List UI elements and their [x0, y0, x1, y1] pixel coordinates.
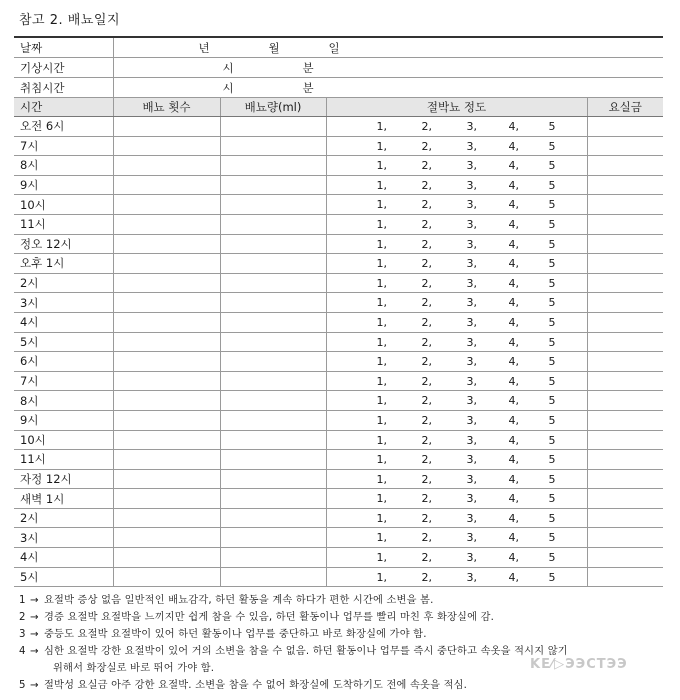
time-cell: 8시 — [14, 391, 113, 411]
urgency-option[interactable]: 3, — [466, 178, 477, 192]
table-row — [14, 136, 663, 156]
col-time-header: 시간 — [14, 98, 113, 117]
urgency-option[interactable]: 5 — [548, 453, 556, 467]
urgency-option[interactable]: 3, — [466, 237, 477, 251]
urgency-option[interactable]: 5 — [548, 374, 556, 388]
urgency-option[interactable]: 5 — [548, 531, 556, 545]
incontinence-cell[interactable] — [587, 254, 663, 274]
sleep-time-field[interactable] — [113, 78, 663, 98]
urgency-scale-cell[interactable] — [326, 214, 587, 234]
urgency-option[interactable]: 4, — [508, 374, 519, 388]
table-row — [14, 528, 663, 548]
urgency-option[interactable]: 2, — [421, 178, 432, 192]
incontinence-cell[interactable] — [587, 332, 663, 352]
time-cell: 8시 — [14, 156, 113, 176]
void-volume-cell[interactable] — [220, 312, 326, 332]
date-label: 날짜 — [14, 37, 113, 58]
urgency-option[interactable]: 3, — [466, 198, 477, 212]
urgency-option[interactable]: 3, — [466, 355, 477, 369]
table-row — [14, 293, 663, 313]
urgency-option[interactable]: 4, — [508, 335, 519, 349]
urgency-option[interactable]: 2, — [421, 335, 432, 349]
time-cell: 6시 — [14, 352, 113, 372]
void-volume-cell[interactable] — [220, 214, 326, 234]
void-volume-cell[interactable] — [220, 489, 326, 509]
day-unit: 일 — [328, 41, 340, 55]
time-cell: 새벽 1시 — [14, 489, 113, 509]
void-volume-cell[interactable] — [220, 410, 326, 430]
table-row — [14, 332, 663, 352]
urgency-option[interactable]: 5 — [548, 413, 556, 427]
void-volume-cell[interactable] — [220, 332, 326, 352]
urgency-option[interactable]: 3, — [466, 217, 477, 231]
column-header-row — [14, 98, 663, 117]
urgency-option[interactable]: 3, — [466, 511, 477, 525]
urgency-option[interactable]: 3, — [466, 257, 477, 271]
urgency-option[interactable]: 5 — [548, 296, 556, 310]
date-row — [14, 37, 663, 58]
urgency-option[interactable]: 2, — [421, 570, 432, 584]
urgency-option[interactable]: 3, — [466, 551, 477, 565]
void-count-cell[interactable] — [113, 567, 220, 587]
urgency-scale-cell[interactable] — [326, 195, 587, 215]
incontinence-cell[interactable] — [587, 352, 663, 372]
urgency-option[interactable]: 4, — [508, 178, 519, 192]
urgency-option[interactable]: 5 — [548, 217, 556, 231]
urgency-option[interactable]: 2, — [421, 315, 432, 329]
sleep-time-label: 취침시간 — [14, 78, 113, 98]
time-cell: 2시 — [14, 273, 113, 293]
void-volume-cell[interactable] — [220, 528, 326, 548]
urgency-option[interactable]: 2, — [421, 355, 432, 369]
urgency-option[interactable]: 1, — [376, 139, 387, 153]
year-unit: 년 — [198, 41, 210, 55]
urgency-option[interactable]: 5 — [548, 198, 556, 212]
void-count-cell[interactable] — [113, 528, 220, 548]
table-row — [14, 450, 663, 470]
legend-item-3: 3 → 중등도 요절박 요절박이 있어 하던 활동이나 업무를 중단하고 바로 화장실에 가야 함. — [19, 629, 427, 640]
wake-time-label: 기상시간 — [14, 58, 113, 78]
urgency-option[interactable]: 1, — [376, 511, 387, 525]
urgency-option[interactable]: 1, — [376, 257, 387, 271]
urgency-option[interactable]: 1, — [376, 570, 387, 584]
void-count-cell[interactable] — [113, 214, 220, 234]
urgency-option[interactable]: 5 — [548, 551, 556, 565]
void-volume-cell[interactable] — [220, 567, 326, 587]
urgency-option[interactable]: 1, — [376, 178, 387, 192]
table-row — [14, 489, 663, 509]
urgency-option[interactable]: 1, — [376, 217, 387, 231]
incontinence-cell[interactable] — [587, 450, 663, 470]
void-count-cell[interactable] — [113, 469, 220, 489]
urgency-option[interactable]: 2, — [421, 159, 432, 173]
time-cell: 9시 — [14, 175, 113, 195]
urgency-option[interactable]: 4, — [508, 394, 519, 408]
urgency-option[interactable]: 1, — [376, 335, 387, 349]
urgency-option[interactable]: 4, — [508, 472, 519, 486]
incontinence-cell[interactable] — [587, 195, 663, 215]
urgency-option[interactable]: 1, — [376, 159, 387, 173]
urgency-option[interactable]: 5 — [548, 257, 556, 271]
urgency-scale-cell[interactable] — [326, 117, 587, 137]
time-cell: 7시 — [14, 371, 113, 391]
legend-item-5: 5 → 절박성 요실금 아주 강한 요절박. 소변을 참을 수 없어 화장실에 도착하기도 전에 속옷을 적심. — [19, 680, 468, 691]
urgency-option[interactable]: 5 — [548, 120, 556, 133]
urgency-option[interactable]: 2, — [421, 120, 432, 133]
void-volume-cell[interactable] — [220, 430, 326, 450]
urgency-option[interactable]: 4, — [508, 453, 519, 467]
sleep-time-row — [14, 78, 663, 98]
incontinence-cell[interactable] — [587, 234, 663, 254]
legend-item-2: 2 → 경증 요절박 요절박을 느끼지만 쉽게 참을 수 있음, 하던 활동이나 업무를 빨리 마친 후 화장실에 감. — [19, 612, 495, 623]
incontinence-cell[interactable] — [587, 391, 663, 411]
urgency-option[interactable]: 3, — [466, 374, 477, 388]
void-volume-cell[interactable] — [220, 175, 326, 195]
urgency-option[interactable]: 1, — [376, 492, 387, 506]
table-row — [14, 410, 663, 430]
urgency-scale-cell[interactable] — [326, 489, 587, 509]
urgency-scale-cell[interactable] — [326, 312, 587, 332]
void-count-cell[interactable] — [113, 352, 220, 372]
urgency-option[interactable]: 1, — [376, 120, 387, 133]
urgency-option[interactable]: 1, — [376, 315, 387, 329]
incontinence-cell[interactable] — [587, 489, 663, 509]
urgency-option[interactable]: 3, — [466, 120, 477, 133]
wake-hour-unit: 시 — [222, 61, 234, 75]
urgency-scale-cell[interactable] — [326, 450, 587, 470]
urgency-scale-cell[interactable] — [326, 469, 587, 489]
urgency-option[interactable]: 2, — [421, 531, 432, 545]
void-count-cell[interactable] — [113, 234, 220, 254]
urgency-option[interactable]: 1, — [376, 453, 387, 467]
void-count-cell[interactable] — [113, 371, 220, 391]
incontinence-cell[interactable] — [587, 548, 663, 568]
void-count-cell[interactable] — [113, 195, 220, 215]
void-count-cell[interactable] — [113, 430, 220, 450]
urgency-option[interactable]: 5 — [548, 159, 556, 173]
urgency-scale-cell[interactable] — [326, 332, 587, 352]
time-cell: 2시 — [14, 508, 113, 528]
void-count-cell[interactable] — [113, 312, 220, 332]
incontinence-cell[interactable] — [587, 528, 663, 548]
urgency-option[interactable]: 4, — [508, 492, 519, 506]
void-count-cell[interactable] — [113, 254, 220, 274]
watermark-logo: KE⁄▷ЭЭСТЭЭ — [530, 657, 628, 672]
table-row — [14, 567, 663, 587]
wake-time-field[interactable] — [113, 58, 663, 78]
table-row — [14, 273, 663, 293]
time-cell: 5시 — [14, 332, 113, 352]
void-volume-cell[interactable] — [220, 293, 326, 313]
date-field[interactable] — [113, 37, 663, 58]
urgency-option[interactable]: 3, — [466, 276, 477, 290]
legend-item-1: 1 → 요절박 증상 없음 일반적인 배뇨감각, 하던 활동을 계속 하다가 편한 시간에 소변을 봄. — [19, 595, 434, 606]
urgency-option[interactable]: 4, — [508, 257, 519, 271]
void-volume-cell[interactable] — [220, 508, 326, 528]
urgency-scale-cell[interactable] — [326, 508, 587, 528]
void-count-cell[interactable] — [113, 410, 220, 430]
void-volume-cell[interactable] — [220, 450, 326, 470]
table-row — [14, 371, 663, 391]
urgency-option[interactable]: 1, — [376, 413, 387, 427]
table-row — [14, 469, 663, 489]
table-row — [14, 391, 663, 411]
voiding-diary-table — [14, 36, 663, 587]
urgency-option[interactable]: 4, — [508, 433, 519, 447]
urgency-option[interactable]: 4, — [508, 139, 519, 153]
urgency-scale-cell[interactable] — [326, 548, 587, 568]
urgency-option[interactable]: 2, — [421, 198, 432, 212]
urgency-option[interactable]: 3, — [466, 296, 477, 310]
table-row — [14, 254, 663, 274]
urgency-option[interactable]: 3, — [466, 433, 477, 447]
incontinence-cell[interactable] — [587, 136, 663, 156]
void-count-cell[interactable] — [113, 293, 220, 313]
void-volume-cell[interactable] — [220, 254, 326, 274]
urgency-option[interactable]: 3, — [466, 413, 477, 427]
urgency-option[interactable]: 1, — [376, 394, 387, 408]
col-incontinence-header: 요실금 — [587, 98, 663, 117]
void-count-cell[interactable] — [113, 450, 220, 470]
void-volume-cell[interactable] — [220, 195, 326, 215]
col-urgency-header: 절박뇨 정도 — [326, 98, 587, 117]
table-row — [14, 430, 663, 450]
urgency-option[interactable]: 5 — [548, 355, 556, 369]
time-cell: 10시 — [14, 195, 113, 215]
urgency-option[interactable]: 4, — [508, 217, 519, 231]
urgency-option[interactable]: 5 — [548, 472, 556, 486]
col-count-header: 배뇨 횟수 — [113, 98, 220, 117]
urgency-option[interactable]: 3, — [466, 394, 477, 408]
urgency-option[interactable]: 1, — [376, 237, 387, 251]
urgency-option[interactable]: 5 — [548, 433, 556, 447]
urgency-option[interactable]: 3, — [466, 139, 477, 153]
table-row — [14, 312, 663, 332]
legend-item-4: 4 → 심한 요절박 강한 요절박이 있어 거의 소변을 참을 수 없음. 하던 활동이나 업무를 즉시 중단하고 속옷을 적시지 않기 — [19, 646, 568, 657]
time-cell: 11시 — [14, 450, 113, 470]
urgency-option[interactable]: 1, — [376, 551, 387, 565]
void-volume-cell[interactable] — [220, 352, 326, 372]
urgency-option[interactable]: 3, — [466, 492, 477, 506]
table-row — [14, 508, 663, 528]
urgency-option[interactable]: 5 — [548, 492, 556, 506]
time-cell: 3시 — [14, 528, 113, 548]
urgency-option[interactable]: 3, — [466, 472, 477, 486]
incontinence-cell[interactable] — [587, 214, 663, 234]
time-cell: 4시 — [14, 312, 113, 332]
urgency-option[interactable]: 4, — [508, 159, 519, 173]
legend-item-4-continued: 위해서 화장실로 바로 뛰어 가야 함. — [53, 663, 215, 674]
urgency-scale-cell[interactable] — [326, 567, 587, 587]
urgency-scale-cell[interactable] — [326, 352, 587, 372]
urgency-option[interactable]: 4, — [508, 276, 519, 290]
incontinence-cell[interactable] — [587, 508, 663, 528]
urgency-option[interactable]: 1, — [376, 296, 387, 310]
void-volume-cell[interactable] — [220, 234, 326, 254]
urgency-scale-cell[interactable] — [326, 293, 587, 313]
urgency-option[interactable]: 4, — [508, 511, 519, 525]
urgency-option[interactable]: 5 — [548, 276, 556, 290]
time-cell: 정오 12시 — [14, 234, 113, 254]
void-volume-cell[interactable] — [220, 548, 326, 568]
urgency-option[interactable]: 2, — [421, 492, 432, 506]
urgency-scale-cell[interactable] — [326, 234, 587, 254]
void-count-cell[interactable] — [113, 117, 220, 137]
void-volume-cell[interactable] — [220, 469, 326, 489]
urgency-option[interactable]: 5 — [548, 511, 556, 525]
sleep-minute-unit: 분 — [302, 81, 314, 95]
table-row — [14, 117, 663, 137]
void-count-cell[interactable] — [113, 548, 220, 568]
urgency-option[interactable]: 1, — [376, 198, 387, 212]
incontinence-cell[interactable] — [587, 117, 663, 137]
urgency-scale-cell[interactable] — [326, 156, 587, 176]
urgency-option[interactable]: 4, — [508, 413, 519, 427]
month-unit: 월 — [268, 41, 280, 55]
urgency-option[interactable]: 5 — [548, 178, 556, 192]
void-count-cell[interactable] — [113, 489, 220, 509]
urgency-scale-cell[interactable] — [326, 430, 587, 450]
urgency-option[interactable]: 4, — [508, 198, 519, 212]
urgency-option[interactable]: 5 — [548, 237, 556, 251]
incontinence-cell[interactable] — [587, 156, 663, 176]
urgency-option[interactable]: 2, — [421, 511, 432, 525]
wake-time-row — [14, 58, 663, 78]
urgency-option[interactable]: 5 — [548, 394, 556, 408]
sleep-hour-unit: 시 — [222, 81, 234, 95]
table-row — [14, 352, 663, 372]
urgency-option[interactable]: 4, — [508, 355, 519, 369]
incontinence-cell[interactable] — [587, 430, 663, 450]
urgency-option[interactable]: 1, — [376, 433, 387, 447]
void-volume-cell[interactable] — [220, 391, 326, 411]
urgency-scale-cell[interactable] — [326, 391, 587, 411]
incontinence-cell[interactable] — [587, 312, 663, 332]
urgency-option[interactable]: 2, — [421, 139, 432, 153]
table-row — [14, 156, 663, 176]
void-count-cell[interactable] — [113, 273, 220, 293]
void-count-cell[interactable] — [113, 175, 220, 195]
page-title: 참고 2. 배뇨일지 — [19, 13, 121, 28]
table-row — [14, 548, 663, 568]
urgency-option[interactable]: 5 — [548, 139, 556, 153]
urgency-option[interactable]: 4, — [508, 531, 519, 545]
urgency-scale-cell[interactable] — [326, 273, 587, 293]
urgency-option[interactable]: 2, — [421, 472, 432, 486]
table-row — [14, 234, 663, 254]
urgency-option[interactable]: 4, — [508, 315, 519, 329]
urgency-option[interactable]: 3, — [466, 453, 477, 467]
urgency-option[interactable]: 1, — [376, 472, 387, 486]
urgency-option[interactable]: 4, — [508, 570, 519, 584]
void-count-cell[interactable] — [113, 508, 220, 528]
incontinence-cell[interactable] — [587, 273, 663, 293]
incontinence-cell[interactable] — [587, 567, 663, 587]
urgency-option[interactable]: 2, — [421, 276, 432, 290]
urgency-option[interactable]: 4, — [508, 120, 519, 133]
time-cell: 오후 1시 — [14, 254, 113, 274]
urgency-option[interactable]: 2, — [421, 237, 432, 251]
void-volume-cell[interactable] — [220, 371, 326, 391]
urgency-scale-cell[interactable] — [326, 528, 587, 548]
incontinence-cell[interactable] — [587, 175, 663, 195]
wake-minute-unit: 분 — [302, 61, 314, 75]
time-cell: 9시 — [14, 410, 113, 430]
void-volume-cell[interactable] — [220, 156, 326, 176]
urgency-option[interactable]: 2, — [421, 453, 432, 467]
urgency-option[interactable]: 3, — [466, 159, 477, 173]
void-count-cell[interactable] — [113, 332, 220, 352]
incontinence-cell[interactable] — [587, 293, 663, 313]
urgency-option[interactable]: 3, — [466, 335, 477, 349]
urgency-option[interactable]: 2, — [421, 217, 432, 231]
urgency-option[interactable]: 2, — [421, 433, 432, 447]
time-cell: 11시 — [14, 214, 113, 234]
void-volume-cell[interactable] — [220, 136, 326, 156]
urgency-scale-cell[interactable] — [326, 371, 587, 391]
time-cell: 오전 6시 — [14, 117, 113, 137]
time-cell: 3시 — [14, 293, 113, 313]
void-volume-cell[interactable] — [220, 273, 326, 293]
urgency-option[interactable]: 5 — [548, 335, 556, 349]
urgency-option[interactable]: 4, — [508, 551, 519, 565]
urgency-scale-cell[interactable] — [326, 175, 587, 195]
void-count-cell[interactable] — [113, 391, 220, 411]
void-count-cell[interactable] — [113, 136, 220, 156]
urgency-option[interactable]: 2, — [421, 374, 432, 388]
urgency-option[interactable]: 1, — [376, 276, 387, 290]
urgency-scale-cell[interactable] — [326, 136, 587, 156]
time-cell: 자정 12시 — [14, 469, 113, 489]
urgency-option[interactable]: 4, — [508, 237, 519, 251]
urgency-option[interactable]: 5 — [548, 315, 556, 329]
col-volume-header: 배뇨량(ml) — [220, 98, 326, 117]
time-cell: 10시 — [14, 430, 113, 450]
table-row — [14, 175, 663, 195]
urgency-option[interactable]: 1, — [376, 374, 387, 388]
time-cell: 4시 — [14, 548, 113, 568]
urgency-option[interactable]: 2, — [421, 551, 432, 565]
urgency-option[interactable]: 3, — [466, 531, 477, 545]
urgency-option[interactable]: 2, — [421, 257, 432, 271]
urgency-option[interactable]: 1, — [376, 355, 387, 369]
urgency-option[interactable]: 5 — [548, 570, 556, 584]
urgency-option[interactable]: 3, — [466, 570, 477, 584]
table-row — [14, 195, 663, 215]
urgency-scale-cell[interactable] — [326, 410, 587, 430]
incontinence-cell[interactable] — [587, 469, 663, 489]
urgency-option[interactable]: 2, — [421, 413, 432, 427]
urgency-option[interactable]: 2, — [421, 394, 432, 408]
urgency-scale-cell[interactable] — [326, 254, 587, 274]
urgency-option[interactable]: 3, — [466, 315, 477, 329]
time-cell: 7시 — [14, 136, 113, 156]
incontinence-cell[interactable] — [587, 371, 663, 391]
incontinence-cell[interactable] — [587, 410, 663, 430]
urgency-option[interactable]: 4, — [508, 296, 519, 310]
time-cell: 5시 — [14, 567, 113, 587]
void-volume-cell[interactable] — [220, 117, 326, 137]
void-count-cell[interactable] — [113, 156, 220, 176]
urgency-scale-legend — [19, 592, 669, 694]
table-row — [14, 214, 663, 234]
urgency-option[interactable]: 2, — [421, 296, 432, 310]
urgency-option[interactable]: 1, — [376, 531, 387, 545]
